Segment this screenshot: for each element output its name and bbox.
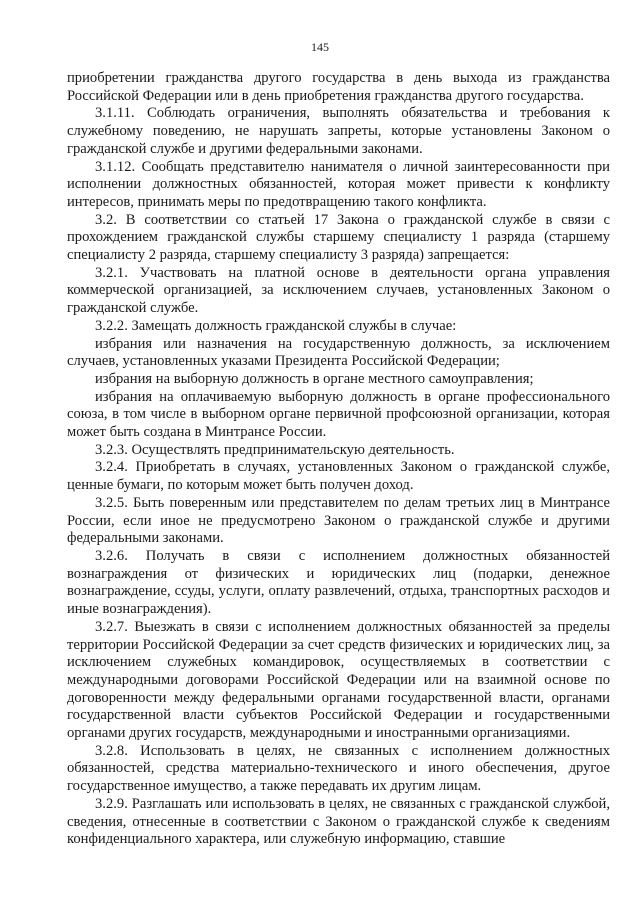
paragraph: избрания или назначения на государственную должность, за исключением случаев, установленных указами Президента Российской Федерации; [67,335,610,370]
paragraph: 3.1.12. Сообщать представителю нанимателя о личной заинтересованности при исполнении должностных обязанностей, которая может привести к конфликту интересов, принимать меры по предотвращению такого конфликта. [67,158,610,210]
document-body [67,70,610,849]
paragraph: 3.2.1. Участвовать на платной основе в деятельности органа управления коммерческой организацией, за исключением случаев, установленных Законом о гражданской службе. [67,264,610,317]
page-number: 145 [311,40,329,54]
paragraph: 3.2.7. Выезжать в связи с исполнением должностных обязанностей за пределы территории Российской Федерации за счет средств физических и юридических лиц, за исключением служебных командировок, осуществляемых в соответствии с международными договорами Российской Федерации или на взаимной основе по договоренности между федеральными органами государственной власти, органами государственной власти субъектов Российской Федерации и государственными органами других государств, международными и иностранными организациями. [67,618,610,742]
paragraph: 3.2.9. Разглашать или использовать в целях, не связанных с гражданской службой, сведения, отнесенные в соответствии с Законом о гражданской службе к сведениям конфиденциального характера, или служебную информацию, ставшие [67,795,610,848]
paragraph: 3.2. В соответствии со статьей 17 Закона о гражданской службе в связи с прохождением гражданской службы старшему специалисту 1 разряда (старшему специалисту 2 разряда, старшему специалисту 3 разряда) запрещается: [67,211,610,264]
paragraph: избрания на выборную должность в органе местного самоуправления; [95,370,534,387]
paragraph: избрания на оплачиваемую выборную должность в органе профессионального союза, в том числе в выборном органе первичной профсоюзной организации, которая может быть создана в Минтрансе России. [67,388,610,441]
paragraph: приобретении гражданства другого государства в день выхода из гражданства Российской Федерации или в день приобретения гражданства другого государства. [67,70,610,104]
paragraph: 3.2.4. Приобретать в случаях, установленных Законом о гражданской службе, ценные бумаги, по которым может быть получен доход. [67,459,610,494]
paragraph: 3.1.11. Соблюдать ограничения, выполнять обязательства и требования к служебному поведению, не нарушать запреты, которые установлены Законом о гражданской службе и другими федеральными законами. [67,105,610,157]
paragraph: 3.2.5. Быть поверенным или представителем по делам третьих лиц в Минтрансе России, если иное не предусмотрено Законом о гражданской службе и другими федеральными законами. [67,494,610,547]
paragraph: 3.2.3. Осуществлять предпринимательскую деятельность. [95,441,455,458]
paragraph: 3.2.2. Замещать должность гражданской службы в случае: [95,317,457,334]
paragraph: 3.2.6. Получать в связи с исполнением должностных обязанностей вознаграждения от физических и юридических лиц (подарки, денежное вознаграждение, ссуды, услуги, оплату развлечений, отдыха, транспортных расходов и иные вознаграждения). [67,547,610,618]
paragraph: 3.2.8. Использовать в целях, не связанных с исполнением должностных обязанностей, средства материально-технического и иного обеспечения, другое государственное имущество, а также передавать их другим лицам. [67,742,610,795]
